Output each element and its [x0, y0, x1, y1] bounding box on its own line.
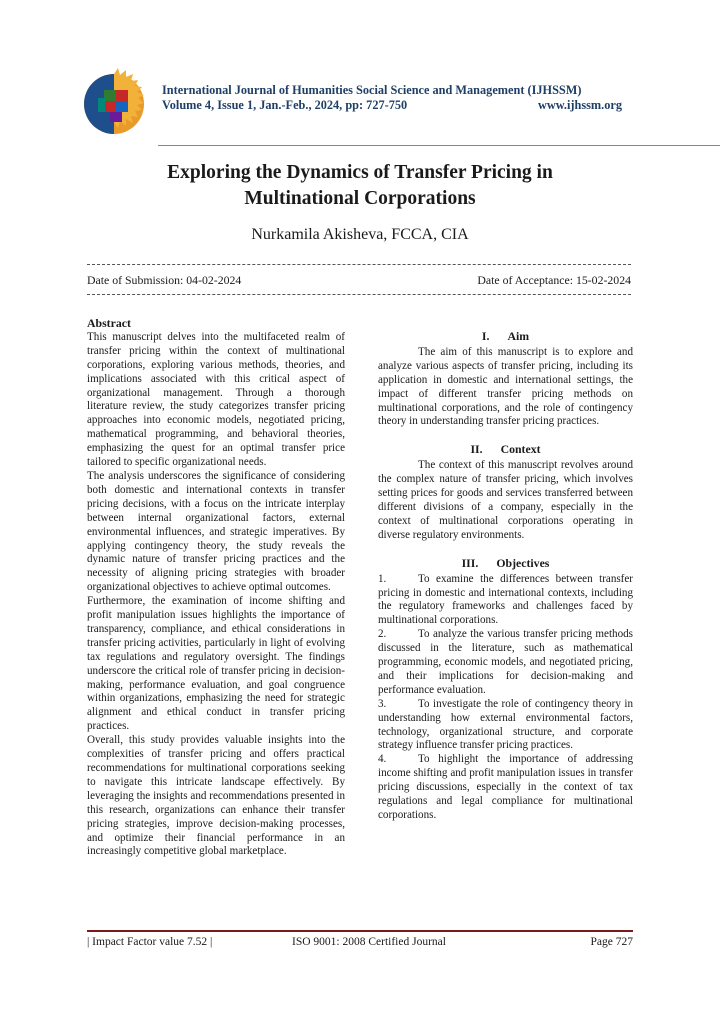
- sections-column: [378, 330, 633, 823]
- objective-number: 2.: [378, 628, 387, 641]
- section-title: Aim: [507, 329, 530, 343]
- objective-text: To analyze the various transfer pricing methods discussed in the literature, such as mathematical programming, economic models, and negotiated pricing, and their implications for decision-making and performance evaluation.: [378, 628, 633, 696]
- page-number: Page 727: [590, 936, 633, 948]
- section-number: III.: [461, 555, 479, 570]
- section-heading-context: [378, 443, 633, 457]
- section-heading-objectives: [378, 557, 633, 571]
- dates-top-divider: [87, 264, 631, 265]
- objective-item: [378, 628, 633, 698]
- context-text: The context of this manuscript revolves around the complex nature of transfer pricing, which involves setting prices for goods and services transferred between different divisions of a company, especially in the context of multinational corporations operating in diverse regulatory environments.: [378, 459, 633, 541]
- dates-row: [87, 273, 631, 288]
- objective-item: [378, 753, 633, 823]
- section-number: II.: [470, 442, 483, 457]
- paper-title-line1: Exploring the Dynamics of Transfer Pricing in: [167, 162, 553, 183]
- abstract-paragraph: Furthermore, the examination of income shifting and profit manipulation issues highlights the importance of transparency, compliance, and ethical considerations in transfer pricing activities, particularly in light of evolving tax regulations and regulatory oversight. The findings underscore the critical role of transfer pricing in decision-making, performance evaluation, and goal congruence within organizations, emphasizing the need for strategic alignment and ethical conduct in transfer pricing practices.: [87, 595, 345, 733]
- objective-text: To investigate the role of contingency theory in understanding how external environmental factors, technology, organizational structure, and corporate strategy influence transfer pricing practices.: [378, 697, 633, 752]
- journal-name: International Journal of Humanities Social Science and Management (IJHSSM): [162, 83, 582, 97]
- abstract-paragraph: This manuscript delves into the multifaceted realm of transfer pricing within the context of multinational corporations, exploring various methods, theories, and implications associated with this critical aspect of organizational management. Through a thorough literature review, the study categorizes transfer pricing approaches into economic models, negotiated pricing, mathematical programming, and behavioral theories, emphasizing the quest for an optimal transfer price tailored to specific organizational needs.: [87, 330, 345, 469]
- paper-author: Nurkamila Akisheva, FCCA, CIA: [251, 226, 469, 243]
- header-divider: [158, 145, 720, 146]
- abstract-paragraph: The analysis underscores the significance of considering both domestic and international contexts in transfer pricing decisions, with a focus on the intricate interplay between internal organizational factors, external environmental influences, and strategic imperatives. By applying contingency theory, the study reveals the dynamic nature of transfer pricing practices and the necessity of aligning pricing strategies with broader organizational objectives to achieve optimal outcomes.: [87, 469, 345, 594]
- abstract-paragraph: Overall, this study provides valuable insights into the complexities of transfer pricing and offers practical recommendations for multinational corporations seeking to navigate this intricate landscape effectively. By leveraging the insights and recommendations presented in this research, organizations can enhance their transfer pricing strategies, improve decision-making processes, and optimize their financial performance in an increasingly competitive global marketplace.: [87, 734, 345, 858]
- aim-text: The aim of this manuscript is to explore and analyze various aspects of transfer pricing, including its application in domestic and international settings, the impact of different transfer pricing methods on multinational corporations, and the role of contingency theory in understanding transfer pricing practices.: [378, 345, 633, 428]
- objective-number: 3.: [378, 697, 387, 710]
- objective-item: [378, 698, 633, 754]
- objective-item: [378, 573, 633, 629]
- date-of-submission: Date of Submission: 04-02-2024: [87, 273, 242, 287]
- section-title: Context: [500, 442, 541, 457]
- abstract-heading: Abstract: [87, 316, 131, 330]
- objective-number: 4.: [378, 753, 387, 766]
- footer-divider: [87, 930, 633, 932]
- date-of-acceptance: Date of Acceptance: 15-02-2024: [477, 273, 631, 287]
- paper-title: [80, 160, 640, 212]
- section-heading-aim: [378, 330, 633, 344]
- journal-header: [162, 83, 622, 113]
- journal-logo-icon: [80, 68, 148, 138]
- objective-text: To highlight the importance of addressing income shifting and profit manipulation issues in transfer pricing discussions, especially in the context of tax regulations and legal compliance for multinational corporations.: [378, 753, 633, 821]
- volume-info: Volume 4, Issue 1, Jan.-Feb., 2024, pp: 727-750: [162, 98, 408, 112]
- iso-certification: ISO 9001: 2008 Certified Journal: [292, 936, 446, 948]
- paper-title-line2: Multinational Corporations: [244, 188, 476, 209]
- impact-factor: | Impact Factor value 7.52 |: [87, 936, 213, 948]
- objective-text: To examine the differences between transfer pricing in domestic and international contexts, including the regulatory frameworks and challenges faced by multinational corporations.: [378, 572, 633, 627]
- abstract-column: [87, 317, 345, 859]
- section-title: Objectives: [496, 555, 550, 570]
- dates-bottom-divider: [87, 294, 631, 295]
- journal-website-link[interactable]: www.ijhssm.org: [537, 98, 622, 112]
- section-number: I.: [481, 329, 490, 343]
- objective-number: 1.: [378, 572, 387, 585]
